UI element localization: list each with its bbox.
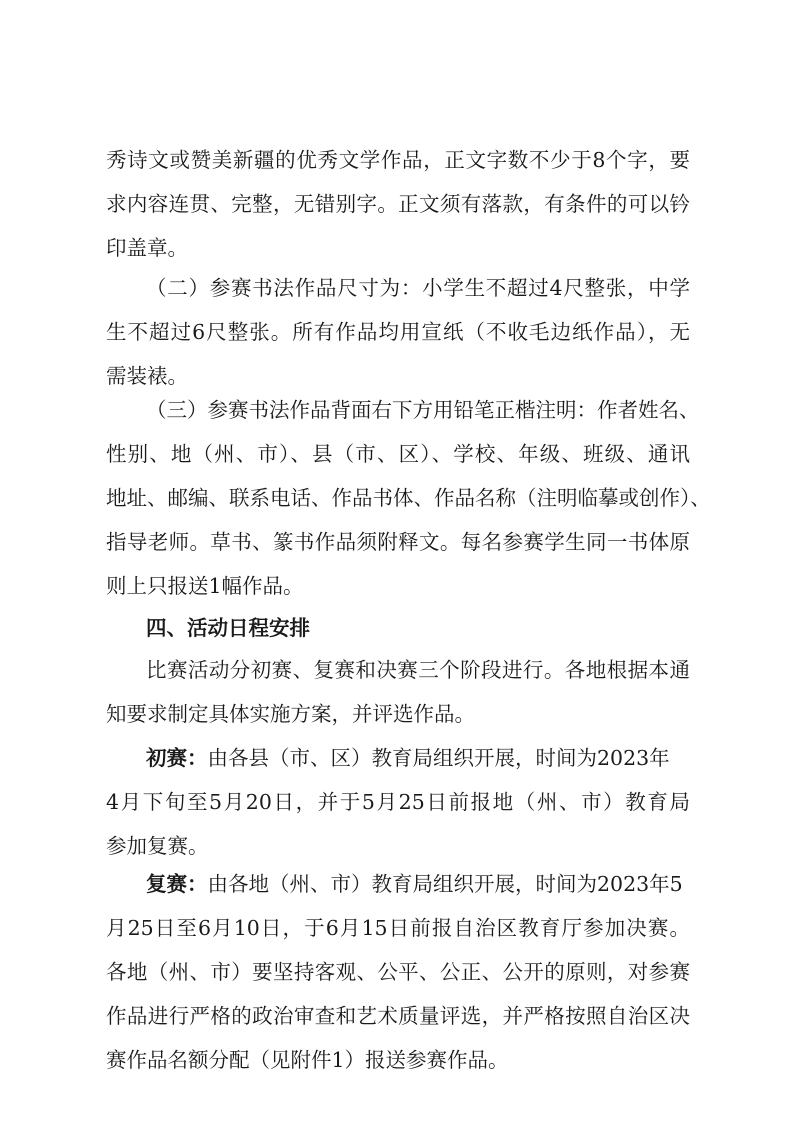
text-line: 各地（州、市）要坚持客观、公平、公正、公开的原则，对参赛 [106,960,690,984]
text-line: 则上只报送1幅作品。 [106,574,304,598]
text-line: 印盖章。 [106,236,188,260]
text-line: 赛作品名额分配（见附件1）报送参赛作品。 [106,1048,509,1072]
text-line: （三）参赛书法作品背面右下方用铅笔正楷注明：作者姓名、 [146,398,700,422]
section-heading: 四、活动日程安排 [146,616,310,640]
text-line: 比赛活动分初赛、复赛和决赛三个阶段进行。各地根据本通 [146,658,690,682]
text-line: 指导老师。草书、篆书作品须附释文。每名参赛学生同一书体原 [106,530,690,554]
text-line: 需装裱。 [106,364,188,388]
text-line: 参加复赛。 [106,834,209,858]
round-label: 初赛： [146,746,208,770]
round-text: 由各地（州、市）教育局组织开展，时间为2023年5 [207,872,683,896]
text-line: 知要求制定具体实施方案，并评选作品。 [106,702,475,726]
text-line [146,874,690,895]
text-line: 秀诗文或赞美新疆的优秀文学作品，正文字数不少于8个字，要 [106,148,690,172]
text-line: 求内容连贯、完整，无错别字。正文须有落款，有条件的可以钤 [106,192,690,216]
text-line: 作品进行严格的政治审查和艺术质量评选，并严格按照自治区决 [106,1004,690,1028]
text-line: 地址、邮编、联系电话、作品书体、作品名称（注明临摹或创作）、 [106,486,711,510]
text-line: 月25日至6月10日，于6月15日前报自治区教育厅参加决赛。 [106,916,690,940]
text-line: 性别、地（州、市）、县（市、区）、学校、年级、班级、通讯 [106,442,690,466]
text-line: 4月下旬至5月20日，并于5月25日前报地（州、市）教育局 [106,790,690,814]
round-text: 由各县（市、区）教育局组织开展，时间为2023年 [207,746,670,770]
text-line [146,748,690,769]
text-line: （二）参赛书法作品尺寸为：小学生不超过4尺整张，中学 [146,276,690,300]
round-label: 复赛： [146,872,208,896]
text-line: 生不超过6尺整张。所有作品均用宣纸（不收毛边纸作品），无 [106,320,690,344]
